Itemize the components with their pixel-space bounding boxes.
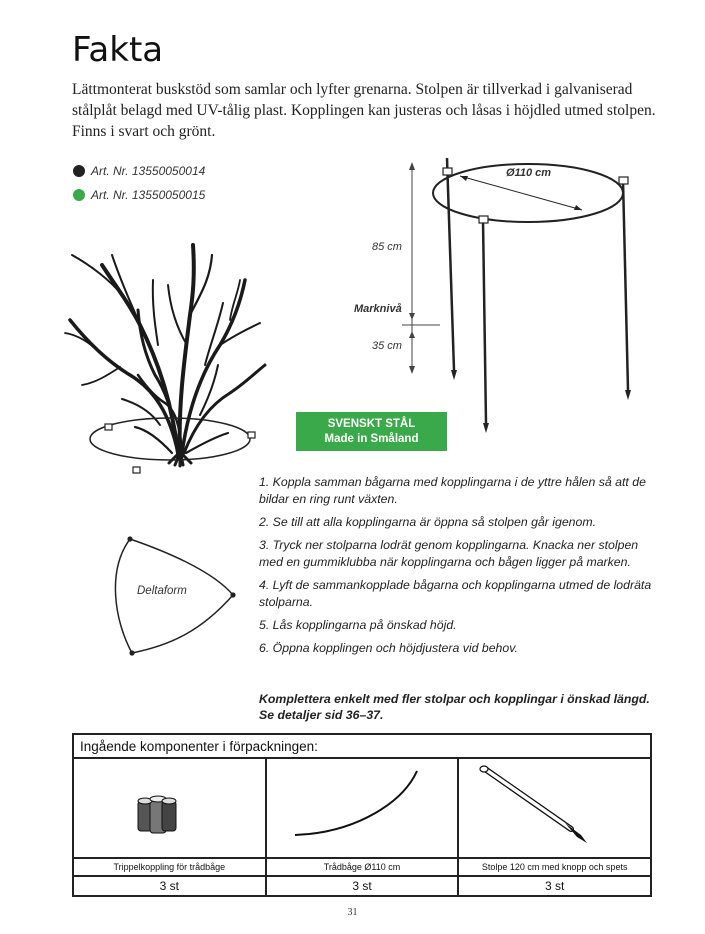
component-image-cell <box>458 758 651 858</box>
article-number-green: Art. Nr. 13550050015 <box>91 188 206 202</box>
step-item: 3. Tryck ner stolparna lodrät genom kopplingarna. Knacka ner stolpen med en gummiklubba när kopplingarna och bågen ligger på marken. <box>259 538 639 569</box>
green-color-dot-icon <box>73 189 85 201</box>
article-green <box>73 188 205 202</box>
component-name: Trådbåge Ø110 cm <box>266 858 459 876</box>
step-item: 6. Öppna kopplingen och höjdjustera vid behov. <box>259 641 518 655</box>
components-table <box>72 733 652 897</box>
badge-line2: Made in Småland <box>324 432 419 445</box>
badge-line1: SVENSKT STÅL <box>327 417 416 430</box>
black-color-dot-icon <box>73 165 85 177</box>
page-title: Fakta <box>72 30 164 70</box>
extra-note: Komplettera enkelt med fler stolpar och kopplingar i önskad längd. Se detaljer sid 36–37. <box>259 692 650 722</box>
bush-illustration <box>60 225 270 485</box>
article-number-black: Art. Nr. 13550050014 <box>91 164 206 178</box>
wire-arc-icon <box>267 759 457 852</box>
step-item: 2. Se till att alla kopplingarna är öppna så stolpen går igenom. <box>259 515 597 529</box>
delta-shape-diagram <box>102 530 242 665</box>
component-quantity: 3 st <box>458 876 651 896</box>
step-item: 4. Lyft de sammankopplade bågarna och kopplingarna utmed de lodräta stolparna. <box>259 578 652 609</box>
support-diagram <box>400 150 650 440</box>
component-quantity: 3 st <box>266 876 459 896</box>
component-name: Stolpe 120 cm med knopp och spets <box>458 858 651 876</box>
step-item: 1. Koppla samman bågarna med kopplingarna i de yttre hålen så att de bildar en ring runt växten. <box>259 475 646 506</box>
components-heading: Ingående komponenter i förpackningen: <box>73 734 651 758</box>
component-quantity: 3 st <box>73 876 266 896</box>
swedish-steel-badge <box>296 412 447 451</box>
step-item: 5. Lås kopplingarna på önskad höjd. <box>259 618 457 632</box>
dimension-height: 85 cm <box>372 241 402 253</box>
dimension-depth: 35 cm <box>372 340 402 352</box>
instruction-steps <box>259 474 659 663</box>
component-name: Trippelkoppling för trådbåge <box>73 858 266 876</box>
component-image-cell <box>73 758 266 858</box>
dimension-diameter: Ø110 cm <box>506 167 552 179</box>
pole-icon <box>459 759 649 852</box>
triple-coupling-icon <box>74 759 264 852</box>
delta-form-label: Deltaform <box>137 585 187 597</box>
component-image-cell <box>266 758 459 858</box>
intro-text: Lättmonterat buskstöd som samlar och lyfter grenarna. Stolpen är tillverkad i galvaniserad stålplåt belagd med UV-tålig plast. Kopplingen kan justeras och låsas i höjdled utmed stolpen. Finns i svart och grönt. <box>72 81 656 140</box>
ground-level-label: Marknivå <box>354 303 402 315</box>
page-number: 31 <box>347 907 358 918</box>
article-black <box>73 164 205 178</box>
